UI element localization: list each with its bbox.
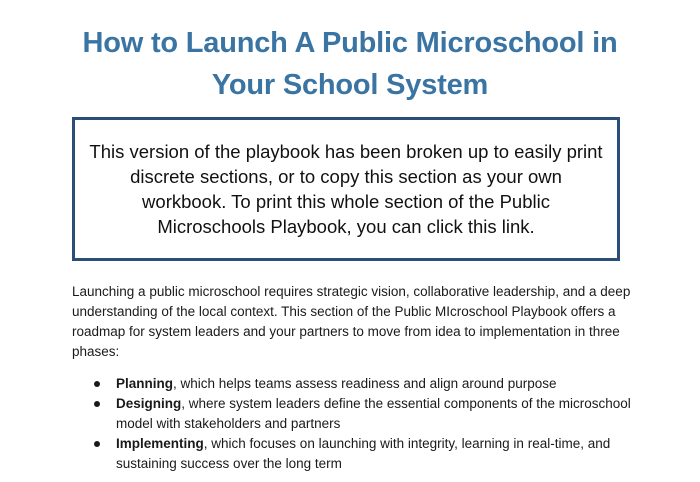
phase-term: Implementing [116,436,204,451]
print-callout-box [72,117,620,261]
phase-description: , which focuses on launching with integrity, learning in real-time, and sustaining success over the long term [116,436,611,471]
phase-item-implementing [72,434,642,474]
print-callout-text: This version of the playbook has been broken up to easily print discrete sections, or to copy this section as your own workbook. To print this whole section of the Public Microschools Playbook, you can click this link. [89,141,603,237]
phase-item-designing [72,394,642,434]
page-title [40,22,660,106]
phase-description: , where system leaders define the essential components of the microschool model with stakeholders and partners [116,396,631,431]
bullet-icon [94,381,100,387]
phase-list [72,374,642,474]
bullet-icon [94,401,100,407]
page-title-line-1: How to Launch A Public Microschool in [82,27,618,59]
phase-term: Designing [116,396,182,411]
phase-item-planning [72,374,642,394]
bullet-icon [94,441,100,447]
phase-description: , which helps teams assess readiness and align around purpose [173,376,557,391]
intro-paragraph: Launching a public microschool requires strategic vision, collaborative leadership, and a deep understanding of the local context. This section of the Public MIcroschool Playbook offers a roadmap for system leaders and your partners to move from idea to implementation in three phases: [72,284,631,359]
phase-term: Planning [116,376,173,391]
page-title-line-2: Your School System [211,69,489,101]
